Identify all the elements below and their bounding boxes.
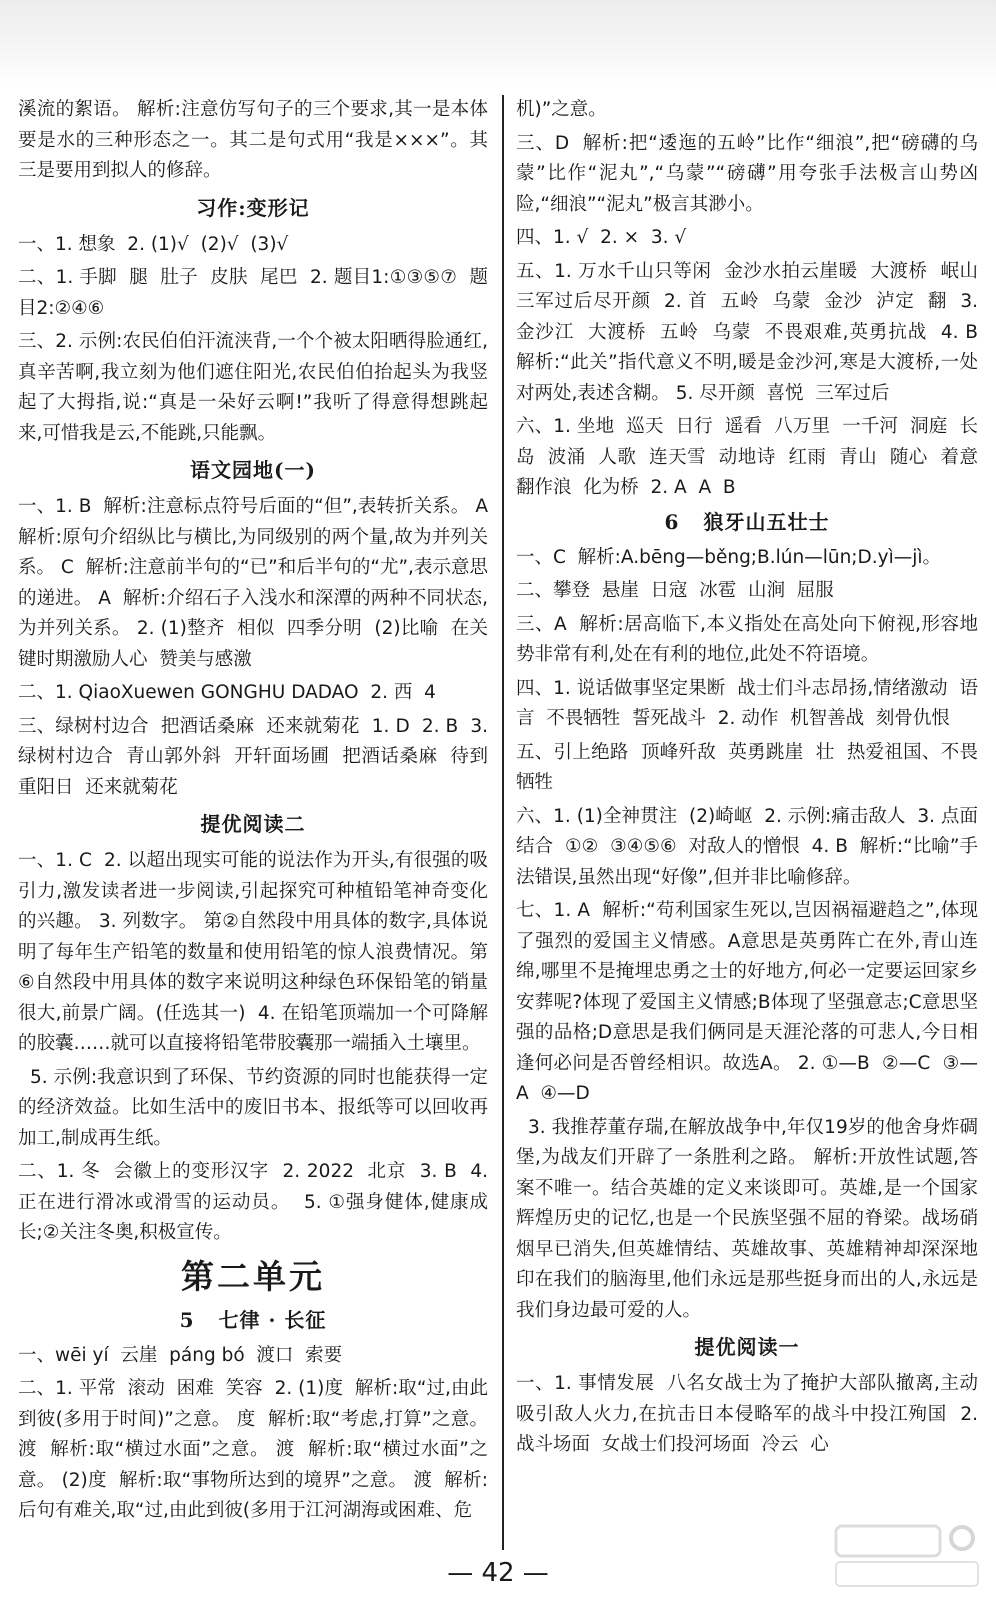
answer-paragraph: 一、1. 想象 2. (1)√ (2)√ (3)√ xyxy=(18,233,289,255)
answer-paragraph: 三、D 解析:把“逶迤的五岭”比作“细浪”,把“磅礴的乌蒙”比作“泥丸”,“乌蒙”“磅礴”用夸张手法极言山势凶险,“细浪”“泥丸”极言其渺小。 xyxy=(516,132,978,215)
section-heading: 习作:变形记 xyxy=(196,195,310,220)
answer-paragraph: 四、1. √ 2. × 3. √ xyxy=(516,227,687,248)
answer-paragraph: 机)”之意。 xyxy=(516,99,607,120)
answer-paragraph: 六、1. (1)全神贯注 (2)崎岖 2. 示例:痛击敌人 3. 点面结合 ①② ③④⑤⑥ 对敌人的憎恨 4. B 解析:“比喻”手法错误,虽然出现“好像”,但并非比喻修辞。 xyxy=(516,805,978,888)
lesson-heading xyxy=(516,507,978,537)
answer-paragraph: 一、wēi yí 云崖 páng bó 渡口 索要 xyxy=(18,1344,343,1366)
answer-paragraph: 二、1. 平常 滚动 困难 笑容 2. (1)度 解析:取“过,由此到彼(多用于时间)”之意。 度 解析:取“考虑,打算”之意。 渡 解析:取“横过水面”之意。 渡 解析:取“横过水面”之意。 (2)度 解析:取“事物所达到的境界”之意。 渡 解析:后句有难关,取“过,由此到彼(多用于江河湖海或困难、危 xyxy=(18,1378,494,1521)
answer-paragraph: 一、C 解析:A.bēng—běng;B.lún—lūn;D.yì—jì。 xyxy=(516,546,942,568)
answer-paragraph: 三、绿树村边合 把酒话桑麻 还来就菊花 1. D 2. B 3. 绿树村边合 青山郭外斜 开轩面场圃 把酒话桑麻 待到重阳日 还来就菊花 xyxy=(18,715,494,798)
answer-paragraph: 5. 示例:我意识到了环保、节约资源的同时也能获得一定的经济效益。比如生活中的废旧书本、报纸等可以回收再加工,制成再生纸。 xyxy=(18,1066,488,1149)
lesson-number: 6 xyxy=(664,509,680,534)
answer-paragraph: 五、引上绝路 顶峰歼敌 英勇跳崖 壮 热爱祖国、不畏牺牲 xyxy=(516,741,978,793)
left-column xyxy=(18,95,500,1550)
answer-paragraph: 一、1. B 解析:注意标点符号后面的“但”,表转折关系。 A 解析:原句介绍纵比与横比,为同级别的两个量,故为并列关系。 C 解析:注意前半句的“已”和后半句的“尤”,表示意思的递进。 A 解析:介绍石子入浅水和深潭的两种不同状态,为并列关系。 2. (1)整齐 相似 四季分明 (2)比喻 在关键时期激励人心 赞美与感激 xyxy=(18,496,500,670)
section-heading: 提优阅读二 xyxy=(200,812,306,836)
lesson-title: 七律 · 长征 xyxy=(218,1307,327,1332)
answer-paragraph: 七、1. A 解析:“苟利国家生死以,岂因祸福避趋之”,体现了强烈的爱国主义情感。A意思是英勇阵亡在外,青山连绵,哪里不是掩埋忠勇之士的好地方,何必一定要运回家乡安葬呢?体现了爱国主义情感;B体现了坚强意志;C意思坚强的品格;D意思是我们俩同是天涯沦落的可悲人,今日相逢何必问是否曾经相识。故选A。 2. ①—B ②—C ③—A ④—D xyxy=(516,900,978,1104)
answer-paragraph: 三、2. 示例:农民伯伯汗流浃背,一个个被太阳晒得脸通红,真辛苦啊,我立刻为他们遮住阳光,农民伯伯抬起头为我竖起了大拇指,说:“真是一朵好云啊!”我听了得意得想跳起来,可惜我是云,不能跳,只能飘。 xyxy=(18,331,488,444)
answer-paragraph: 六、1. 坐地 巡天 日行 遥看 八万里 一千河 洞庭 长岛 波涌 人歌 连天雪 动地诗 红雨 青山 随心 着意 翻作浪 化为桥 2. A A B xyxy=(516,416,990,498)
answer-paragraph: 四、1. 说话做事坚定果断 战士们斗志昂扬,情绪激动 语言 不畏牺牲 誓死战斗 2. 动作 机智善战 刻骨仇恨 xyxy=(516,677,978,729)
lesson-title: 狼牙山五壮士 xyxy=(703,509,830,534)
answer-paragraph: 一、1. C 2. 以超出现实可能的说法作为开头,有很强的吸引力,激发读者进一步阅读,引起探究可种植铅笔神奇变化的兴趣。 3. 列数字。 第②自然段中用具体的数字,具体说明了每年生产铅笔的数量和使用铅笔的惊人浪费情况。第⑥自然段中用具体的数字来说明这种绿色环保铅笔的销量很大,前景广阔。(任选其一) 4. 在铅笔顶端加一个可降解的胶囊……就可以直接将铅笔带胶囊那一端插入土壤里。 xyxy=(18,850,488,1054)
section-heading: 提优阅读一 xyxy=(694,1335,800,1359)
answer-paragraph: 3. 我推荐董存瑞,在解放战争中,年仅19岁的他舍身炸碉堡,为战友们开辟了一条胜利之路。 解析:开放性试题,答案不唯一。结合英雄的定义来谈即可。英雄,是一个国家辉煌历史的记忆,也是一个民族坚强不屈的脊梁。战场硝烟早已消失,但英雄情结、英雄故事、英雄精神却深深地印在我们的脑海里,他们永远是那些挺身而出的人,永远是我们身边最可爱的人。 xyxy=(516,1116,978,1321)
answer-paragraph: 二、1. 冬 会徽上的变形汉字 2. 2022 北京 3. B 4. 正在进行滑冰或滑雪的运动员。 5. ①强身健体,健康成长;②关注冬奥,积极宣传。 xyxy=(18,1161,494,1243)
answer-paragraph: 一、1. 事情发展 八名女战士为了掩护大部队撤离,主动吸引敌人火力,在抗击日本侵略军的战斗中投江殉国 2. 战斗场面 女战士们投河场面 冷云 心 xyxy=(516,1373,984,1455)
watermark-logo xyxy=(832,1520,982,1590)
answer-paragraph: 五、1. 万水千山只等闲 金沙水拍云崖暖 大渡桥 岷山 三军过后尽开颜 2. 首 五岭 乌蒙 金沙 泸定 翻 3. 金沙江 大渡桥 五岭 乌蒙 不畏艰难,英勇抗战 4. B 解析:“此关”指代意义不明,暖是金沙河,寒是大渡桥,一处对两处,表述含糊。 5. 尽开颜 喜悦 三军过后 xyxy=(516,260,990,404)
lesson-number: 5 xyxy=(179,1307,195,1332)
scan-header-band xyxy=(0,0,996,84)
answer-paragraph: 二、1. 手脚 腿 肚子 皮肤 尾巴 2. 题目1:①③⑤⑦ 题目2:②④⑥ xyxy=(18,267,488,319)
answer-paragraph: 溪流的絮语。 解析:注意仿写句子的三个要求,其一是本体要是水的三种形态之一。其二是句式用“我是×××”。其三是要用到拟人的修辞。 xyxy=(18,99,488,181)
right-column xyxy=(516,95,990,1550)
unit-heading: 第二单元 xyxy=(181,1256,325,1296)
lesson-heading xyxy=(18,1305,488,1335)
column-divider xyxy=(502,95,504,1550)
watermark-mark-icon xyxy=(832,1520,982,1590)
page-number: — 42 — xyxy=(447,1558,549,1588)
answer-paragraph: 二、1. QiaoXuewen GONGHU DADAO 2. 西 4 xyxy=(18,682,436,703)
answer-paragraph: 二、攀登 悬崖 日寇 冰雹 山涧 屈服 xyxy=(516,580,834,601)
answer-paragraph: 三、A 解析:居高临下,本义指处在高处向下俯视,形容地势非常有利,处在有利的地位,此处不符语境。 xyxy=(516,613,978,665)
section-heading: 语文园地(一) xyxy=(190,458,316,482)
